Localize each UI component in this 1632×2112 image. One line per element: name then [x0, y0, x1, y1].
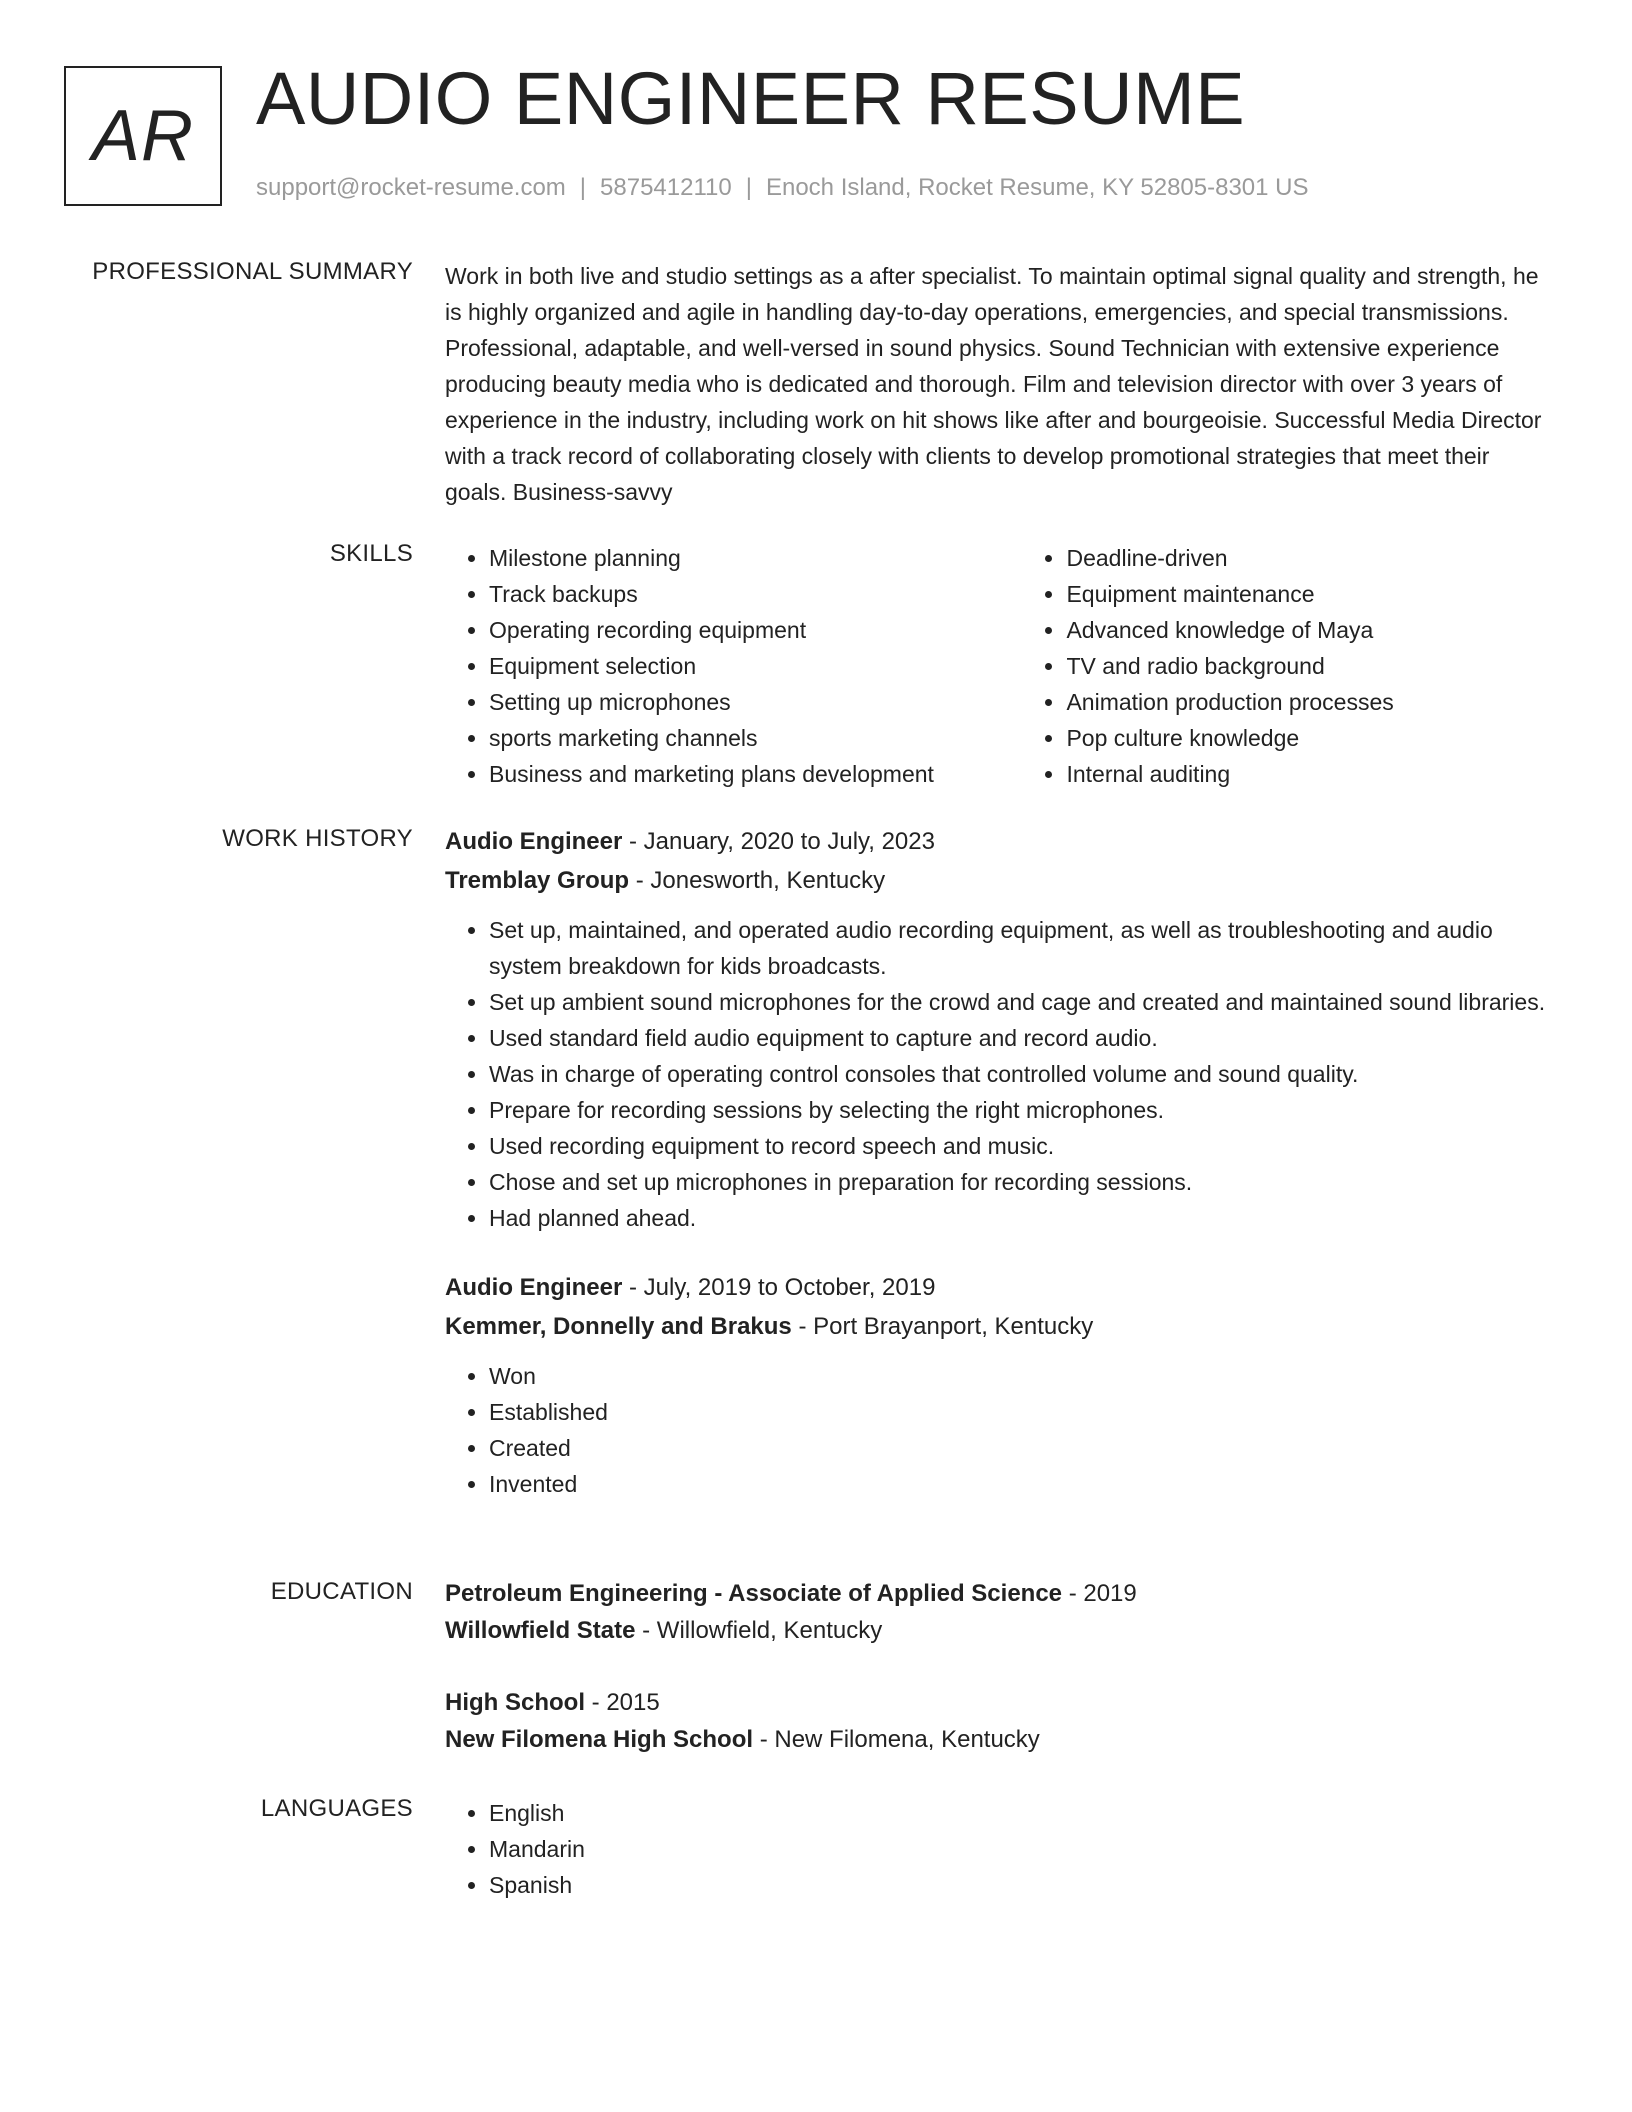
languages-heading: LANGUAGES [260, 1795, 413, 1822]
job-title: Audio Engineer [445, 828, 623, 855]
education-entry [445, 1575, 1555, 1649]
job-duty: • Set up ambient sound microphones for the crowd and cage and created and maintained sound libraries. [489, 984, 1555, 1020]
education-location: - New Filomena, Kentucky [753, 1726, 1040, 1753]
education-heading: EDUCATION [270, 1578, 413, 1605]
education-entry [445, 1684, 1555, 1758]
languages-list [445, 1795, 1555, 1903]
contact-separator: | [579, 174, 587, 201]
job-duty: • Established [489, 1394, 1555, 1430]
skills-list-right [1022, 540, 1555, 792]
summary-heading: PROFESSIONAL SUMMARY [92, 258, 413, 285]
contact-email[interactable]: support@rocket-resume.com [256, 174, 566, 201]
skill-item: • Operating recording equipment [489, 612, 1022, 648]
skill-item: • Advanced knowledge of Maya [1066, 612, 1555, 648]
skill-item: • sports marketing channels [489, 720, 1022, 756]
skill-item: • Pop culture knowledge [1066, 720, 1555, 756]
language-item: • Mandarin [489, 1831, 1555, 1867]
job-duty: • Prepare for recording sessions by selecting the right microphones. [489, 1092, 1555, 1128]
skill-item: • Equipment selection [489, 648, 1022, 684]
job-duty: • Created [489, 1430, 1555, 1466]
contact-phone[interactable]: 5875412110 [600, 174, 732, 201]
language-item: • English [489, 1795, 1555, 1831]
education-degree-line [445, 1684, 1555, 1721]
job-duty: • Was in charge of operating control consoles that controlled volume and sound quality. [489, 1056, 1555, 1092]
job-duty: • Set up, maintained, and operated audio recording equipment, as well as troubleshooting and audio system breakdown for kids broadcasts. [489, 912, 1555, 984]
job-title-line [445, 822, 1555, 861]
job-location: - Port Brayanport, Kentucky [791, 1313, 1094, 1340]
job-company-line [445, 1307, 1555, 1346]
job-company: Kemmer, Donnelly and Brakus [445, 1313, 792, 1340]
skill-item: • TV and radio background [1066, 648, 1555, 684]
education-degree: High School [445, 1689, 585, 1716]
summary-text: Work in both live and studio settings as a after specialist. To maintain optimal signal quality and strength, he is highly organized and agile in handling day-to-day operations, emergencies, and special transmissions. Professional, adaptable, and well-versed in sound physics. Sound Technician with extensive experience producing beauty media who is dedicated and thorough. Film and television director with over 3 years of experience in the industry, including work on hit shows like after and bourgeoisie. Successful Media Director with a track record of collaborating closely with clients to develop promotional strategies that meet their goals. Business-savvy [445, 263, 1542, 505]
skill-item: • Internal auditing [1066, 756, 1555, 792]
job-location: - Jonesworth, Kentucky [629, 867, 886, 894]
job-duties [445, 912, 1555, 1236]
education-degree-line [445, 1575, 1555, 1612]
education-year: - 2019 [1062, 1580, 1137, 1607]
job-company: Tremblay Group [445, 867, 630, 894]
job-dates: - January, 2020 to July, 2023 [622, 828, 935, 855]
job-duty: • Had planned ahead. [489, 1200, 1555, 1236]
job-duties [445, 1358, 1555, 1502]
skill-item: • Track backups [489, 576, 1022, 612]
skill-item: • Equipment maintenance [1066, 576, 1555, 612]
education-school-line [445, 1612, 1555, 1649]
job-duty: • Used recording equipment to record speech and music. [489, 1128, 1555, 1164]
education-school: Willowfield State [445, 1617, 636, 1644]
job-dates: - July, 2019 to October, 2019 [622, 1274, 936, 1301]
contact-separator: | [745, 174, 752, 201]
skill-item: • Deadline-driven [1066, 540, 1555, 576]
skill-item: • Business and marketing plans development [489, 756, 1022, 792]
job-entry [445, 822, 1555, 1236]
skills-list-left [445, 540, 1022, 792]
job-duty: • Invented [489, 1466, 1555, 1502]
skill-item: • Milestone planning [489, 540, 1022, 576]
education-location: - Willowfield, Kentucky [635, 1617, 883, 1644]
skill-item: • Animation production processes [1066, 684, 1555, 720]
education-school: New Filomena High School [445, 1726, 754, 1753]
education-degree: Petroleum Engineering - Associate of Applied Science [445, 1580, 1063, 1607]
skill-item: • Setting up microphones [489, 684, 1022, 720]
monogram-logo: AR [64, 66, 222, 206]
skills-heading: SKILLS [329, 540, 413, 567]
job-duty: • Chose and set up microphones in preparation for recording sessions. [489, 1164, 1555, 1200]
education-year: - 2015 [585, 1689, 660, 1716]
education-school-line [445, 1721, 1555, 1758]
job-title: Audio Engineer [445, 1274, 623, 1301]
resume-title: AUDIO ENGINEER RESUME [256, 57, 1246, 140]
contact-line [256, 174, 1309, 202]
contact-address: Enoch Island, Rocket Resume, KY 52805-8301 US [765, 174, 1309, 201]
job-duty: • Used standard field audio equipment to capture and record audio. [489, 1020, 1555, 1056]
job-entry [445, 1268, 1555, 1502]
language-item: • Spanish [489, 1867, 1555, 1903]
job-title-line [445, 1268, 1555, 1307]
job-company-line [445, 861, 1555, 900]
work-history-heading: WORK HISTORY [222, 825, 413, 852]
job-duty: • Won [489, 1358, 1555, 1394]
